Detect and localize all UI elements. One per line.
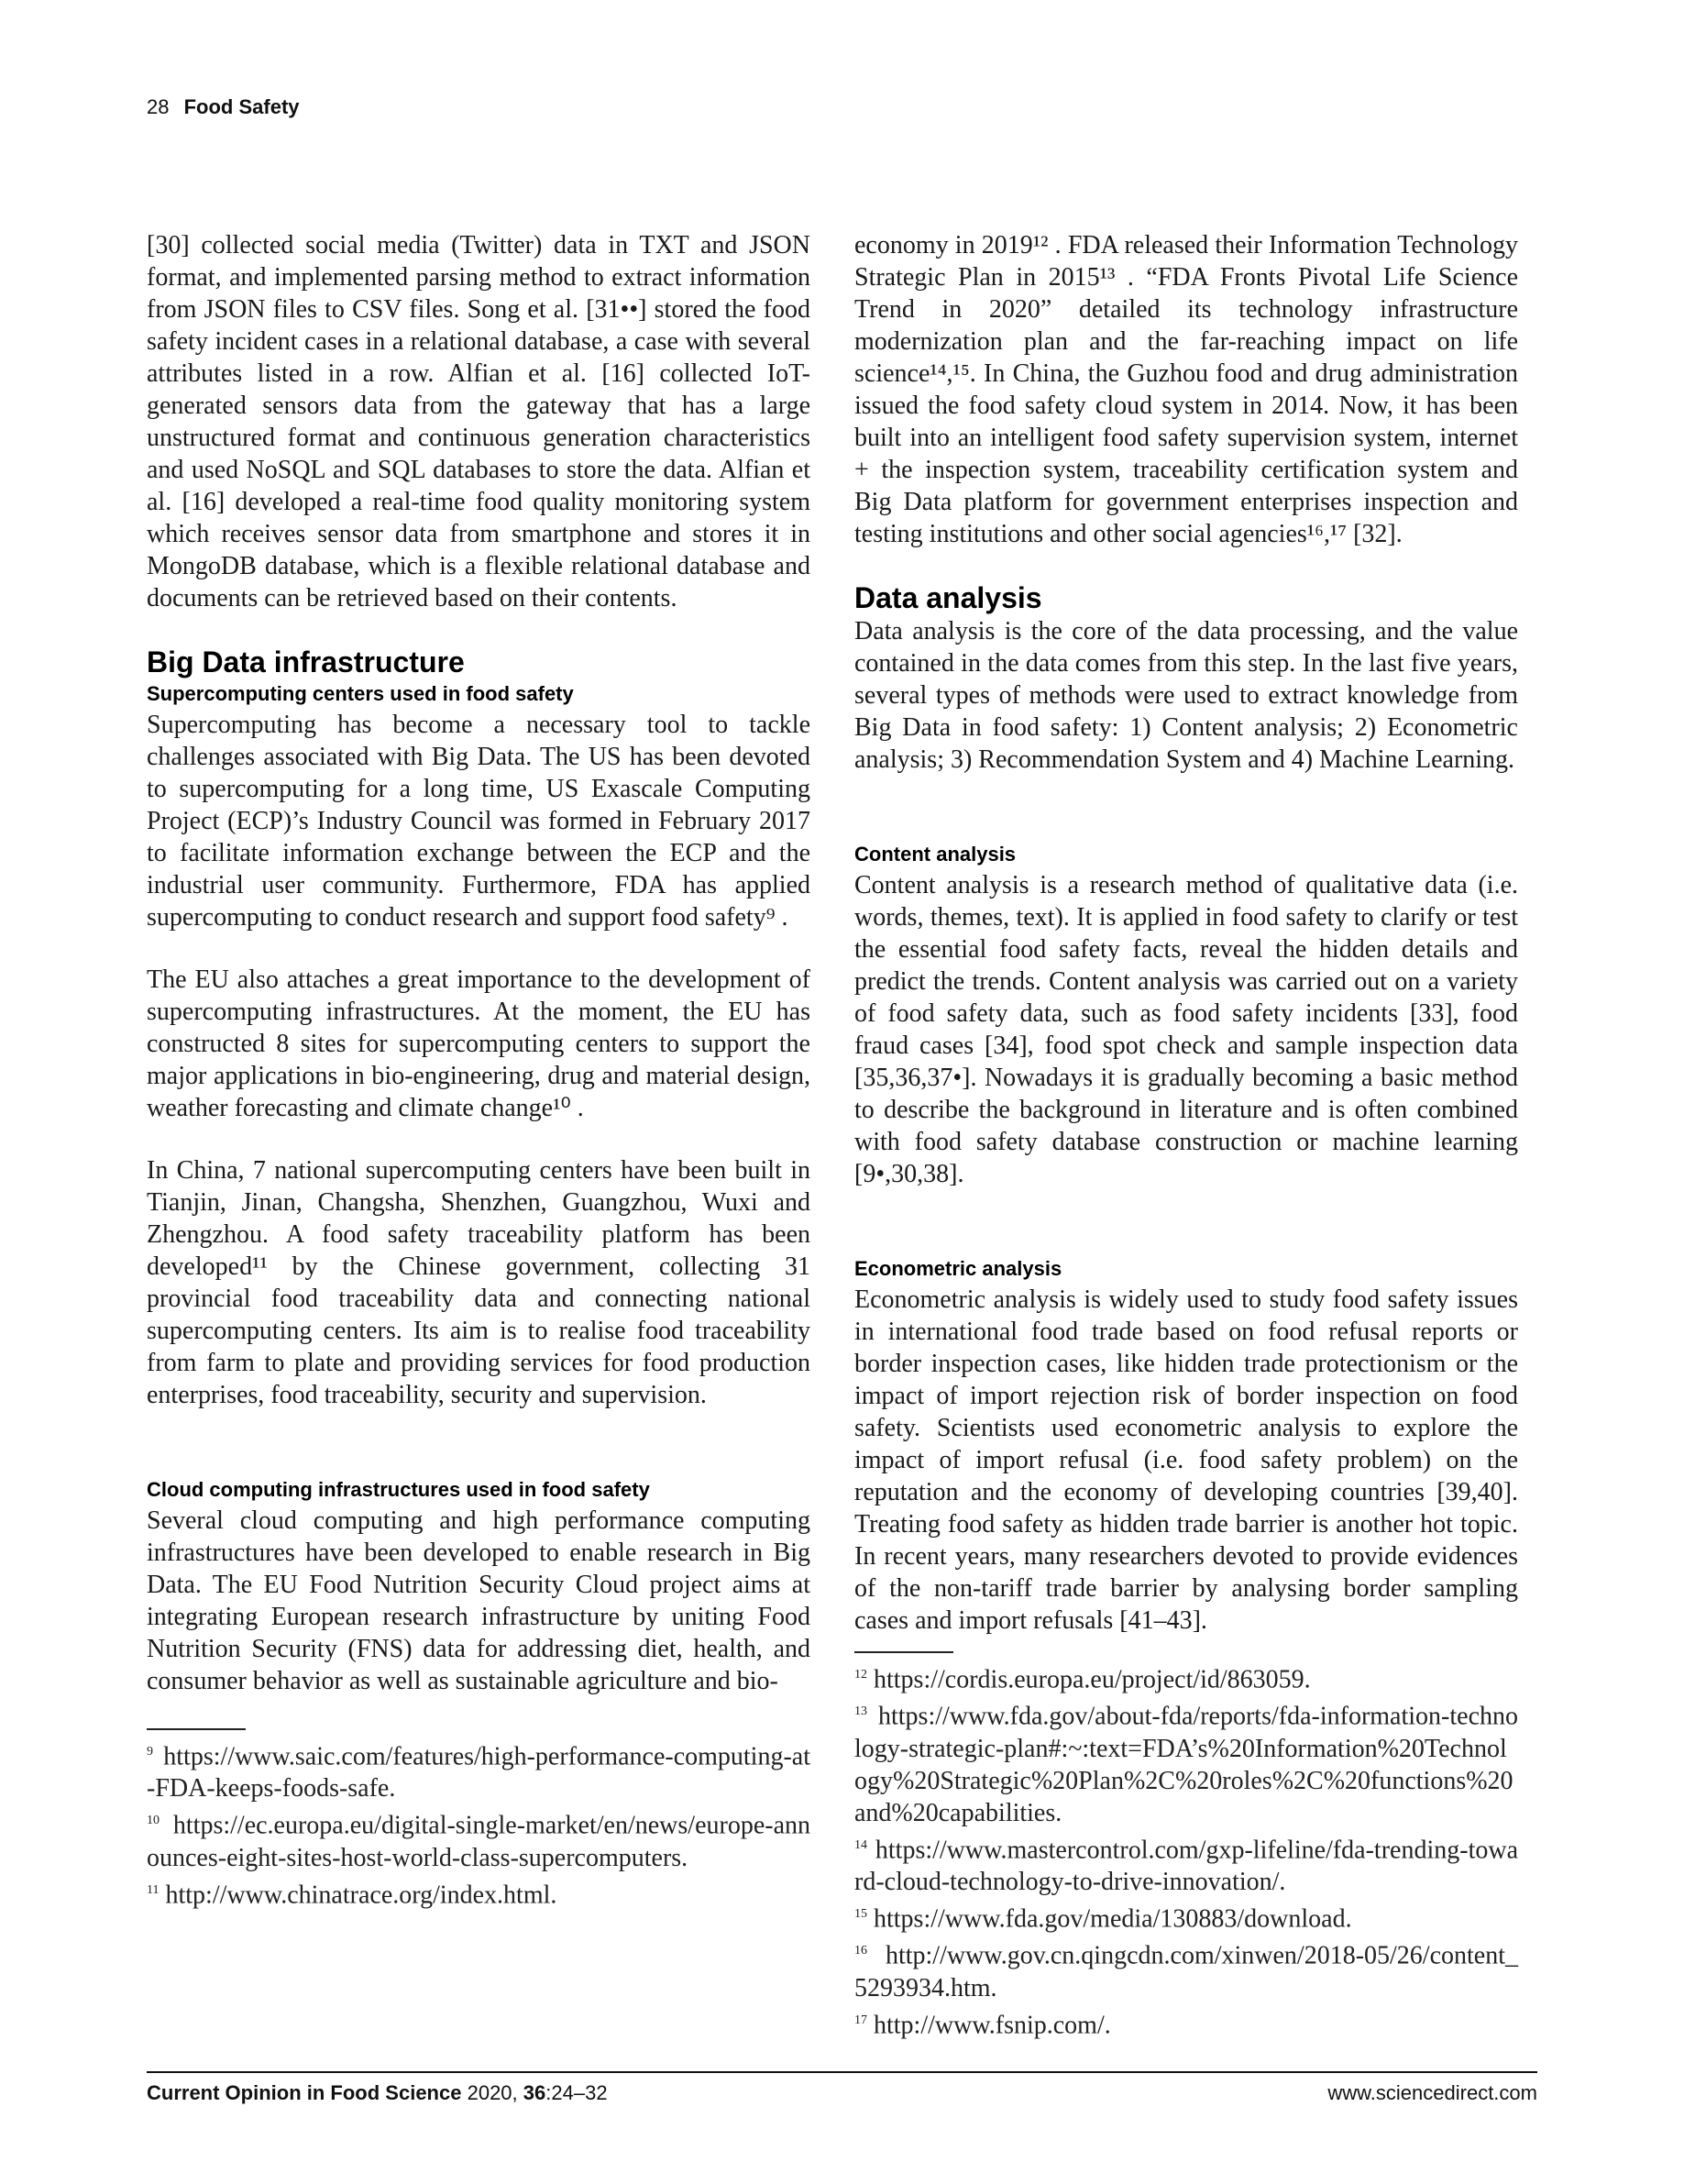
footer-journal-name: Current Opinion in Food Science bbox=[147, 2081, 462, 2104]
footnotes-right bbox=[854, 1659, 1518, 2041]
footnote: $^{13}$ https://www.fda.gov/about-fda/reports/fda-information-technology-strategic-plan#:~:text=FDA’s%20Information%20Technology%20Strategic%20Plan%2C%20roles%2C%20functions%20and%20capabilities. bbox=[854, 1702, 1518, 1827]
footnotes-left bbox=[147, 1736, 810, 1911]
footer-pages: :24–32 bbox=[545, 2081, 608, 2104]
paragraph: Econometric analysis is widely used to study food safety issues in international food trade based on food refusal reports or border inspection cases, like hidden trade protectionism or the impact of import rejection risk of border inspection on food safety. Scientists used econometric analysis to explore the impact of import refusal (i.e. food safety problem) on the reputation and the economy of developing countries [39,40]. Treating food safety as hidden trade barrier is another hot topic. In recent years, many researchers devoted to provide evidences of the non-tariff trade barrier by analysing border sampling cases and import refusals [41–43]. bbox=[854, 1285, 1518, 1635]
subsection-heading-supercomputing: Supercomputing centers used in food safety bbox=[147, 682, 574, 705]
page-footer bbox=[147, 2081, 1537, 2105]
footnote: $^{11}$ http://www.chinatrace.org/index.html. bbox=[147, 1880, 557, 1909]
paragraph: The EU also attaches a great importance to the development of supercomputing infrastructures. At the moment, the EU has constructed 8 sites for supercomputing centers to support the major applications in bio-engineering, drug and material design, weather forecasting and climate change¹⁰ . bbox=[147, 965, 810, 1122]
footnote: $^{16}$ http://www.gov.cn.qingcdn.com/xinwen/2018-05/26/content_5293934.htm. bbox=[854, 1941, 1518, 2002]
footnote: $^{14}$ https://www.mastercontrol.com/gxp-lifeline/fda-trending-toward-cloud-technology-to-drive-innovation/. bbox=[854, 1835, 1518, 1896]
footnote-rule bbox=[147, 1728, 246, 1730]
footnote: $^{12}$ https://cordis.europa.eu/project/id/863059. bbox=[854, 1665, 1311, 1694]
subsection-heading-econometric-analysis: Econometric analysis bbox=[854, 1257, 1062, 1280]
left-column bbox=[147, 229, 810, 1911]
footer-rule bbox=[147, 2071, 1537, 2073]
footer-volume: 36 bbox=[523, 2081, 546, 2104]
footer-year: 2020, bbox=[467, 2081, 518, 2104]
footnote: $^{10}$ https://ec.europa.eu/digital-single-market/en/news/europe-announces-eight-sites-host-world-class-supercomputers. bbox=[147, 1811, 810, 1872]
footnote-rule bbox=[854, 1651, 953, 1653]
paragraph: Content analysis is a research method of qualitative data (i.e. words, themes, text). It is applied in food safety to clarify or test the essential food safety facts, reveal the hidden details and predict the trends. Content analysis was carried out on a variety of food safety data, such as food safety incidents [33], food fraud cases [34], food spot check and sample inspection data [35,36,37•]. Nowadays it is gradually becoming a basic method to describe the background in literature and is often combined with food safety database construction or machine learning [9•,30,38]. bbox=[854, 871, 1518, 1188]
paragraph: Supercomputing has become a necessary tool to tackle challenges associated with Big Data. The US has been devoted to supercomputing for a long time, US Exascale Computing Project (ECP)’s Industry Council was formed in February 2017 to facilitate information exchange between the ECP and the industrial user community. Furthermore, FDA has applied supercomputing to conduct research and support food safety⁹ . bbox=[147, 711, 810, 932]
section-heading-big-data: Big Data infrastructure bbox=[147, 645, 465, 678]
paragraph: Data analysis is the core of the data processing, and the value contained in the data comes from this step. In the last five years, several types of methods were used to extract knowledge from Big Data in food safety: 1) Content analysis; 2) Econometric analysis; 3) Recommendation System and 4) Machine Learning. bbox=[854, 617, 1518, 774]
subsection-heading-content-analysis: Content analysis bbox=[854, 843, 1017, 866]
footnote: $^9$ https://www.saic.com/features/high-performance-computing-at-FDA-keeps-foods-safe. bbox=[147, 1742, 810, 1803]
right-column bbox=[854, 229, 1518, 2041]
paragraph: [30] collected social media (Twitter) data in TXT and JSON format, and implemented parsing method to extract information from JSON files to CSV files. Song et al. [31••] stored the food safety incident cases in a relational database, a case with several attributes listed in a row. Alfian et al. [16] collected IoT-generated sensors data from the gateway that has a large unstructured format and continuous generation characteristics and used NoSQL and SQL databases to store the data. Alfian et al. [16] developed a real-time food quality monitoring system which receives sensor data from smartphone and stores it in MongoDB database, which is a flexible relational database and documents can be retrieved based on their contents. bbox=[147, 231, 810, 612]
section-heading-data-analysis: Data analysis bbox=[854, 581, 1042, 614]
footer-website: www.sciencedirect.com bbox=[1327, 2081, 1537, 2104]
footer-citation bbox=[147, 2081, 608, 2105]
paragraph: economy in 2019¹² . FDA released their Information Technology Strategic Plan in 2015¹³ . “FDA Fronts Pivotal Life Science Trend in 2020” detailed its technology infrastructure modernization plan and the far-reaching impact on life science¹⁴,¹⁵. In China, the Guzhou food and drug administration issued the food safety cloud system in 2014. Now, it has been built into an intelligent food safety supervision system, internet + the inspection system, traceability certification system and Big Data platform for government enterprises inspection and testing institutions and other social agencies¹⁶,¹⁷ [32]. bbox=[854, 231, 1518, 548]
paragraph: Several cloud computing and high performance computing infrastructures have been developed to enable research in Big Data. The EU Food Nutrition Security Cloud project aims at integrating European research infrastructure by uniting Food Nutrition Security (FNS) data for addressing diet, health, and consumer behavior as well as sustainable agriculture and bio- bbox=[147, 1506, 810, 1695]
footnote: $^{17}$ http://www.fsnip.com/. bbox=[854, 2010, 1111, 2039]
running-head bbox=[147, 95, 300, 119]
page-number: 28 bbox=[147, 95, 170, 118]
footnote: $^{15}$ https://www.fda.gov/media/130883/download. bbox=[854, 1904, 1352, 1934]
paragraph: In China, 7 national supercomputing centers have been built in Tianjin, Jinan, Changsha, Shenzhen, Guangzhou, Wuxi and Zhengzhou. A food safety traceability platform has been developed¹¹ by the Chinese government, collecting 31 provincial food traceability data and connecting national supercomputing centers. Its aim is to realise food traceability from farm to plate and providing services for food production enterprises, food traceability, security and supervision. bbox=[147, 1156, 810, 1409]
journal-short-title: Food Safety bbox=[183, 95, 300, 118]
subsection-heading-cloud: Cloud computing infrastructures used in food safety bbox=[147, 1478, 650, 1501]
